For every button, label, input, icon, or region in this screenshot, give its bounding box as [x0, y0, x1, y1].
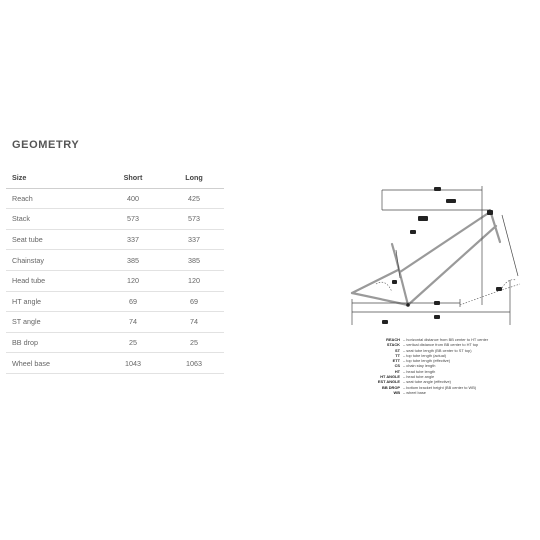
- top-tube: [400, 212, 490, 272]
- top-tube-marker: [446, 199, 456, 203]
- wheelbase-marker: [434, 315, 440, 319]
- long-value: 425: [164, 188, 224, 209]
- short-value: 69: [102, 291, 164, 312]
- row-label: Reach: [6, 188, 102, 209]
- legend-item: BB DROP – bottom bracket height (BB center to WB): [382, 384, 477, 390]
- long-value: 74: [164, 312, 224, 333]
- column-header-long: Long: [164, 168, 224, 188]
- frame-geometry-diagram: [340, 180, 530, 330]
- row-label: Chainstay: [6, 250, 102, 271]
- legend-item: ETT – top tube length (effective): [392, 358, 451, 364]
- head-angle-guide: [460, 284, 520, 305]
- table-header-row: [6, 168, 224, 188]
- head-tube-marker: [487, 210, 493, 215]
- legend-item: HT – head tube length: [394, 368, 436, 374]
- row-label: ST angle: [6, 312, 102, 333]
- geometry-table: [6, 168, 224, 374]
- column-header-size: Size: [6, 168, 102, 188]
- row-label: Head tube: [6, 270, 102, 291]
- table-row: [6, 188, 224, 209]
- long-value: 25: [164, 332, 224, 353]
- bottom-bracket-point: [406, 303, 410, 307]
- short-value: 337: [102, 229, 164, 250]
- reach-marker: [434, 187, 441, 191]
- long-value: 385: [164, 250, 224, 271]
- short-value: 120: [102, 270, 164, 291]
- short-value: 25: [102, 332, 164, 353]
- legend-item: WB – wheel base: [393, 389, 426, 395]
- long-value: 1063: [164, 353, 224, 374]
- table-row: [6, 291, 224, 312]
- long-value: 69: [164, 291, 224, 312]
- row-label: Stack: [6, 209, 102, 230]
- table-row: [6, 353, 224, 374]
- long-value: 337: [164, 229, 224, 250]
- stack-marker: [418, 216, 428, 221]
- head-angle-marker: [496, 287, 502, 291]
- table-row: [6, 209, 224, 230]
- legend-item: EST ANGLE – seat tube angle (effective): [377, 379, 451, 385]
- page-title: GEOMETRY: [12, 139, 80, 151]
- legend-item: REACH – horizontal distance from BB center to HT center: [386, 337, 489, 342]
- seat-tube-marker: [410, 230, 416, 234]
- head-tube-dimension: [502, 215, 518, 276]
- legend-item: STACK – vertical distance from BB center to HT top: [386, 342, 479, 348]
- seat-angle-marker: [392, 280, 397, 284]
- short-value: 573: [102, 209, 164, 230]
- table-row: [6, 312, 224, 333]
- frame-outline: [352, 210, 500, 305]
- short-value: 74: [102, 312, 164, 333]
- angle-guides: [376, 280, 520, 305]
- long-value: 120: [164, 270, 224, 291]
- column-header-short: Short: [102, 168, 164, 188]
- legend-item: HT ANGLE – head tube angle: [380, 374, 435, 380]
- bb-drop-marker: [434, 301, 440, 305]
- table-row: [6, 332, 224, 353]
- legend-item: ST – seat tube length (BB center to ST top): [395, 347, 472, 353]
- row-label: Seat tube: [6, 229, 102, 250]
- short-value: 1043: [102, 353, 164, 374]
- legend-item: CS – chain stay length: [394, 363, 436, 369]
- chainstay-marker: [382, 320, 388, 324]
- table-row: [6, 250, 224, 271]
- head-angle-arc: [502, 280, 516, 288]
- legend-item: TT – top tube length (actual): [395, 352, 447, 358]
- seat-post: [392, 244, 396, 258]
- seat-angle-arc: [376, 282, 392, 292]
- table-row: [6, 270, 224, 291]
- short-value: 400: [102, 188, 164, 209]
- short-value: 385: [102, 250, 164, 271]
- table-row: [6, 229, 224, 250]
- row-label: BB drop: [6, 332, 102, 353]
- long-value: 573: [164, 209, 224, 230]
- row-label: HT angle: [6, 291, 102, 312]
- row-label: Wheel base: [6, 353, 102, 374]
- dimension-legend: [340, 337, 490, 395]
